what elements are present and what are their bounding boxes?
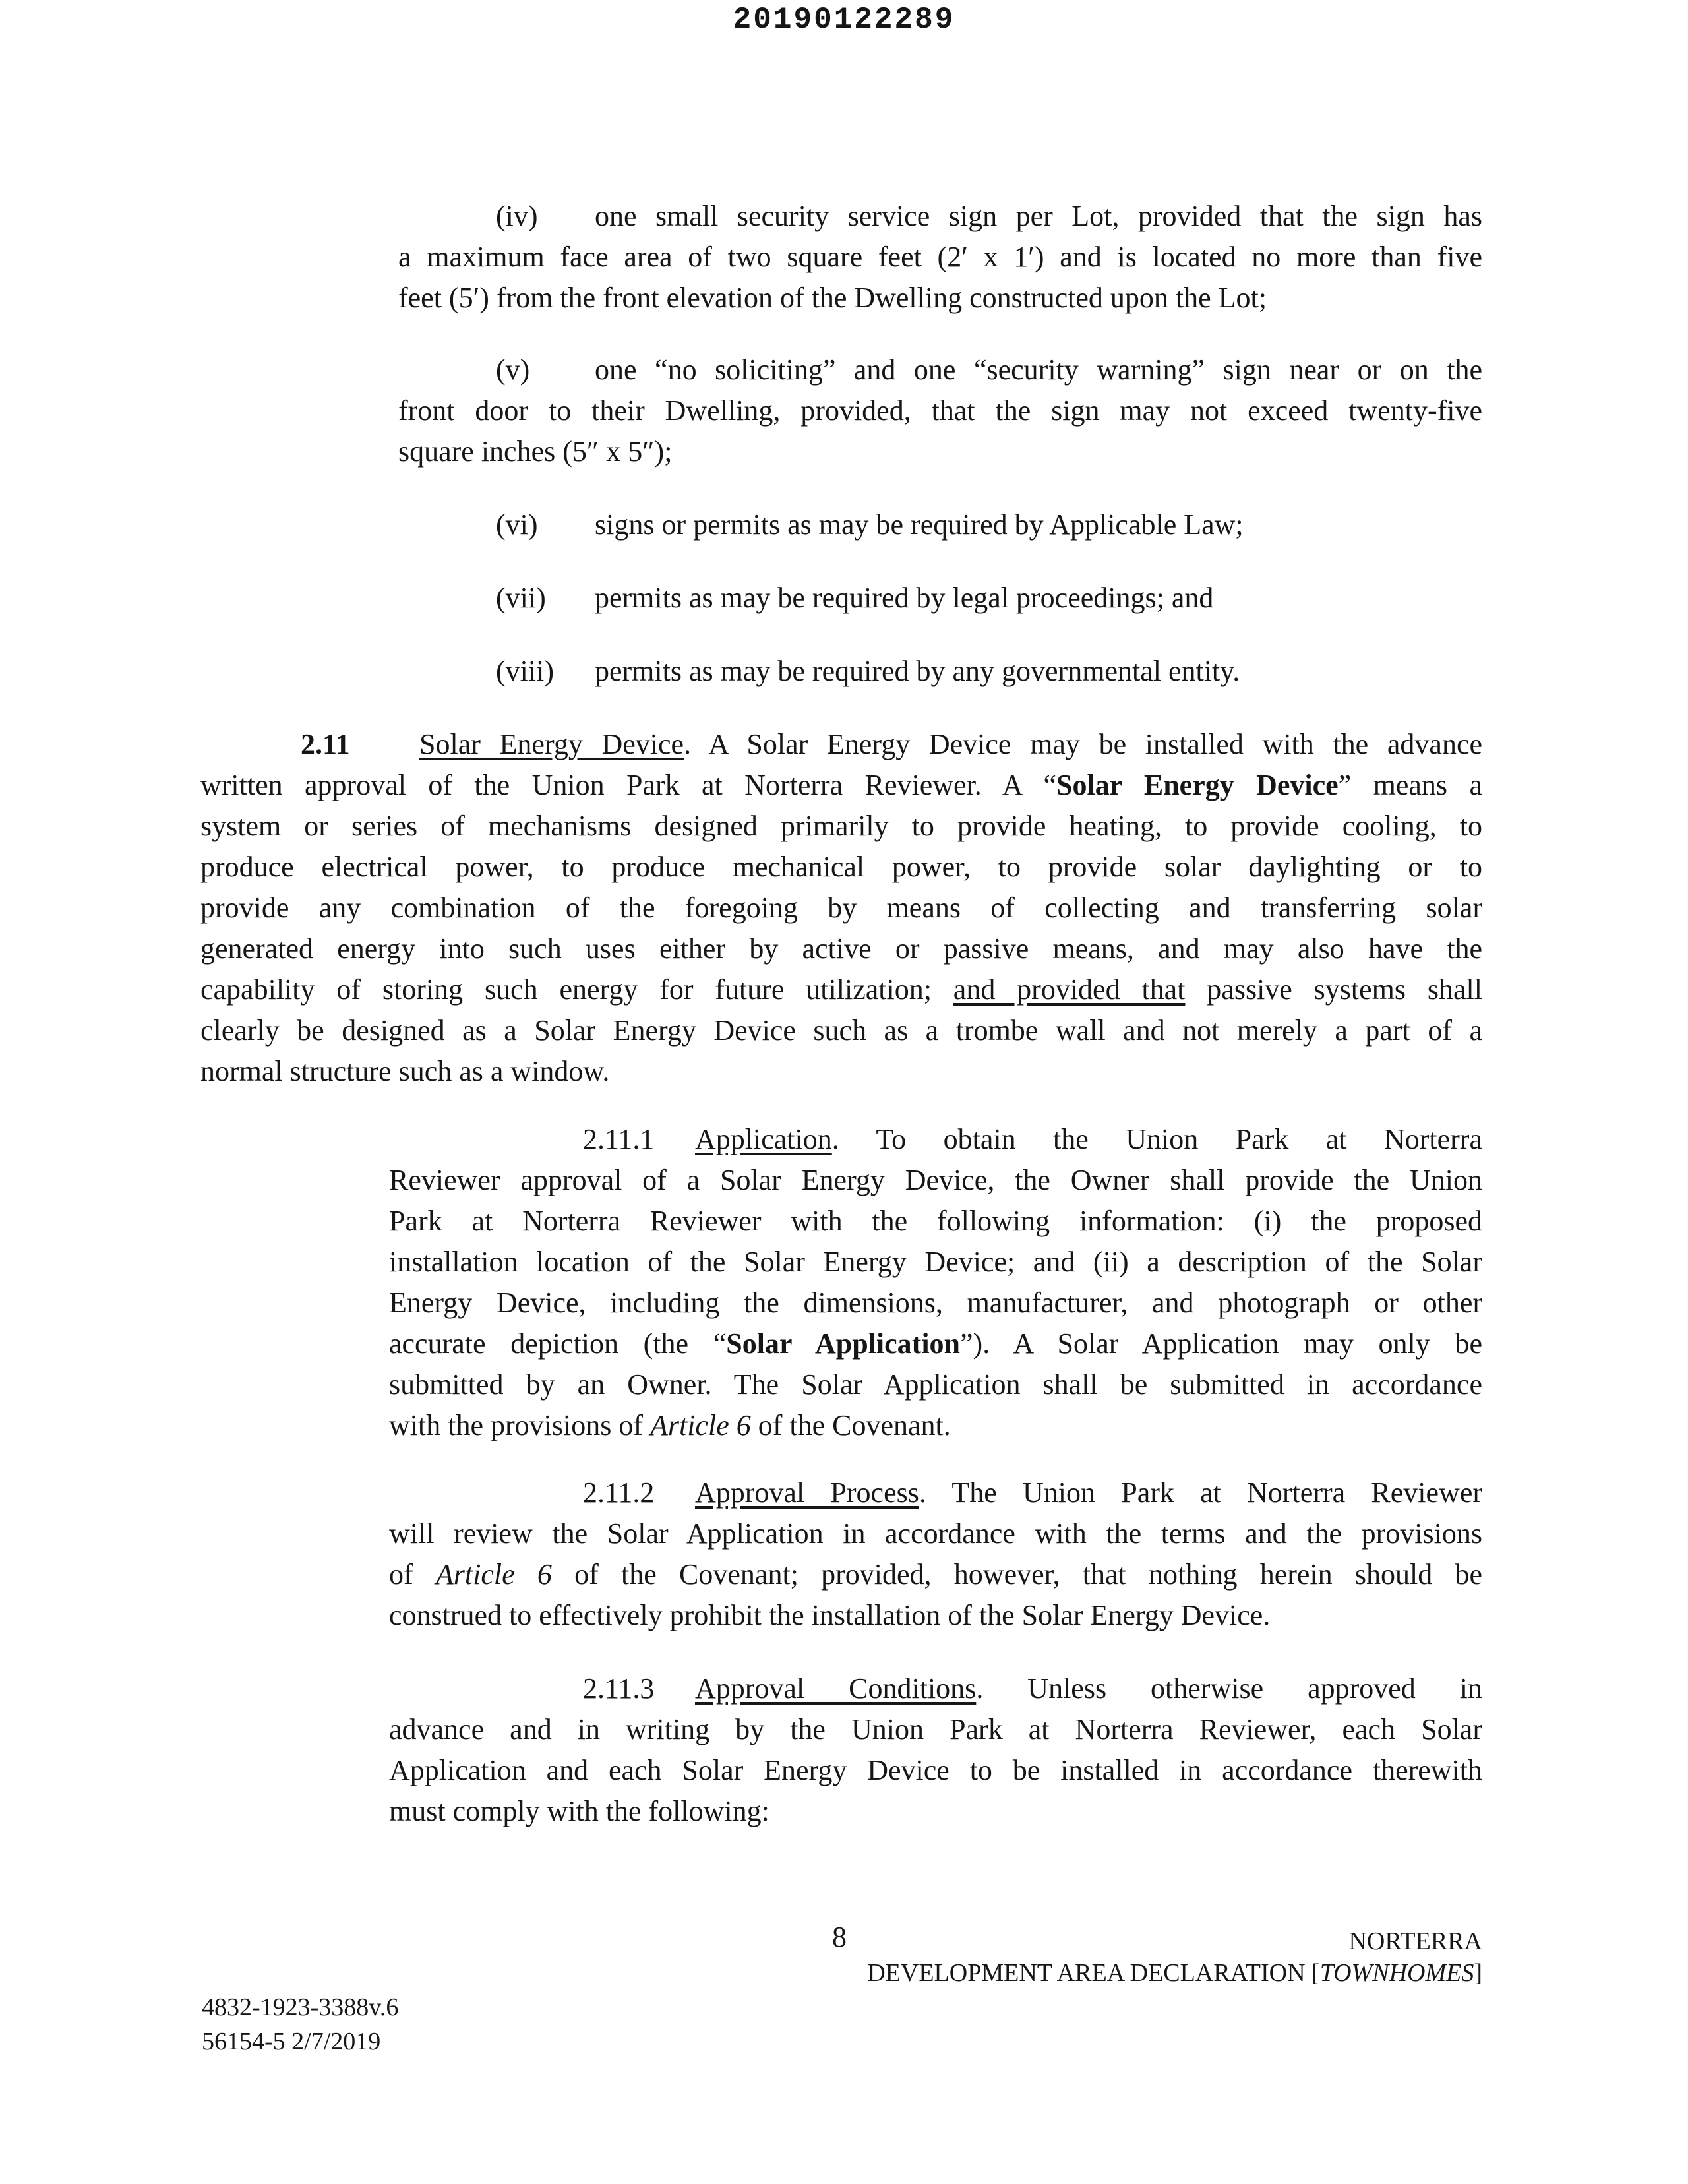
item-text: a maximum face area of two square feet (2′ x 1′) and is located no more than five [398,241,1482,273]
list-item-viii [496,651,1240,692]
list-item-vi [496,504,1244,545]
subsection-title: Approval Conditions [695,1672,977,1705]
item-text: permits as may be required by any governmental entity. [595,655,1240,687]
item-text: one small security service sign per Lot, provided that the sign has [595,200,1482,232]
page-number: 8 [832,1921,847,1953]
item-text: feet (5′) from the front elevation of the Dwelling constructed upon the Lot; [398,282,1267,314]
item-text: signs or permits as may be required by Applicable Law; [595,508,1244,541]
document-name: NORTERRA [1348,1927,1482,1955]
subsection-2-11-1: 2.11.1 Application. To obtain the Union Park at Norterra Reviewer approval of a Solar Energy Device, the Owner shall provide the Union Park at Norterra Reviewer with the following information: (i) the proposed installation location of the Solar Energy Device; and (ii) a description of the Solar Energy Device, including the dimensions, manufacturer, and photograph or other accurate depiction (the “Solar Application”). A Solar Application may only be submitted by an Owner. The Solar Application shall be submitted in accordance with the provisions of Article 6 of the Covenant. [389,1119,1482,1446]
section-2-11: 2.11 Solar Energy Device. A Solar Energy Device may be installed with the advance written approval of the Union Park at Norterra Reviewer. A “Solar Energy Device” means a system or series of mechanisms designed primarily to provide heating, to provide cooling, to produce electrical power, to produce mechanical power, to provide solar daylighting or to provide any combination of the foregoing by means of collecting and transferring solar generated energy into such uses either by active or passive means, and may also have the capability of storing such energy for future utilization; and provided that passive systems shall clearly be designed as a Solar Energy Device such as a trombe wall and not merely a part of a normal structure such as a window. [200,724,1482,1092]
item-number: (vii) [496,582,546,614]
item-number: (vi) [496,508,538,541]
list-item-iv [398,196,1482,318]
subsection-number: 2.11.1 [583,1123,655,1155]
file-id: 4832-1923-3388v.6 [202,1993,399,2021]
subsection-2-11-2: 2.11.2 Approval Process. The Union Park at Norterra Reviewer will review the Solar Application in accordance with the terms and the provisions of Article 6 of the Covenant; provided, however, that nothing herein should be construed to effectively prohibit the installation of the Solar Energy Device. [389,1472,1482,1636]
subsection-2-11-3: 2.11.3 Approval Conditions. Unless otherwise approved in advance and in writing by the Union Park at Norterra Reviewer, each Solar Application and each Solar Energy Device to be installed in accordance therewith must comply with the following: [389,1668,1482,1832]
item-number: (v) [496,353,530,386]
list-item-vii [496,578,1213,619]
defined-term: Solar Energy Device [1056,769,1339,801]
item-text: permits as may be required by legal proceedings; and [595,582,1214,614]
list-item-v [398,349,1482,472]
defined-term: Solar Application [726,1327,961,1360]
section-number: 2.11 [301,728,350,760]
subsection-title: Application [695,1123,832,1155]
file-date: 56154-5 2/7/2019 [202,2028,381,2055]
subsection-number: 2.11.2 [583,1476,655,1509]
item-number: (viii) [496,655,554,687]
subsection-title: Approval Process [695,1476,919,1509]
item-text: square inches (5″ x 5″); [398,435,673,468]
recording-number: 20190122289 [733,3,955,37]
item-number: (iv) [496,200,538,232]
item-text: front door to their Dwelling, provided, that the sign may not exceed twenty-five [398,394,1482,427]
section-title: Solar Energy Device [419,728,684,760]
item-text: one “no soliciting” and one “security warning” sign near or on the [595,353,1482,386]
subsection-number: 2.11.3 [583,1672,655,1705]
document-subtitle: DEVELOPMENT AREA DECLARATION [TOWNHOMES] [867,1959,1482,1987]
